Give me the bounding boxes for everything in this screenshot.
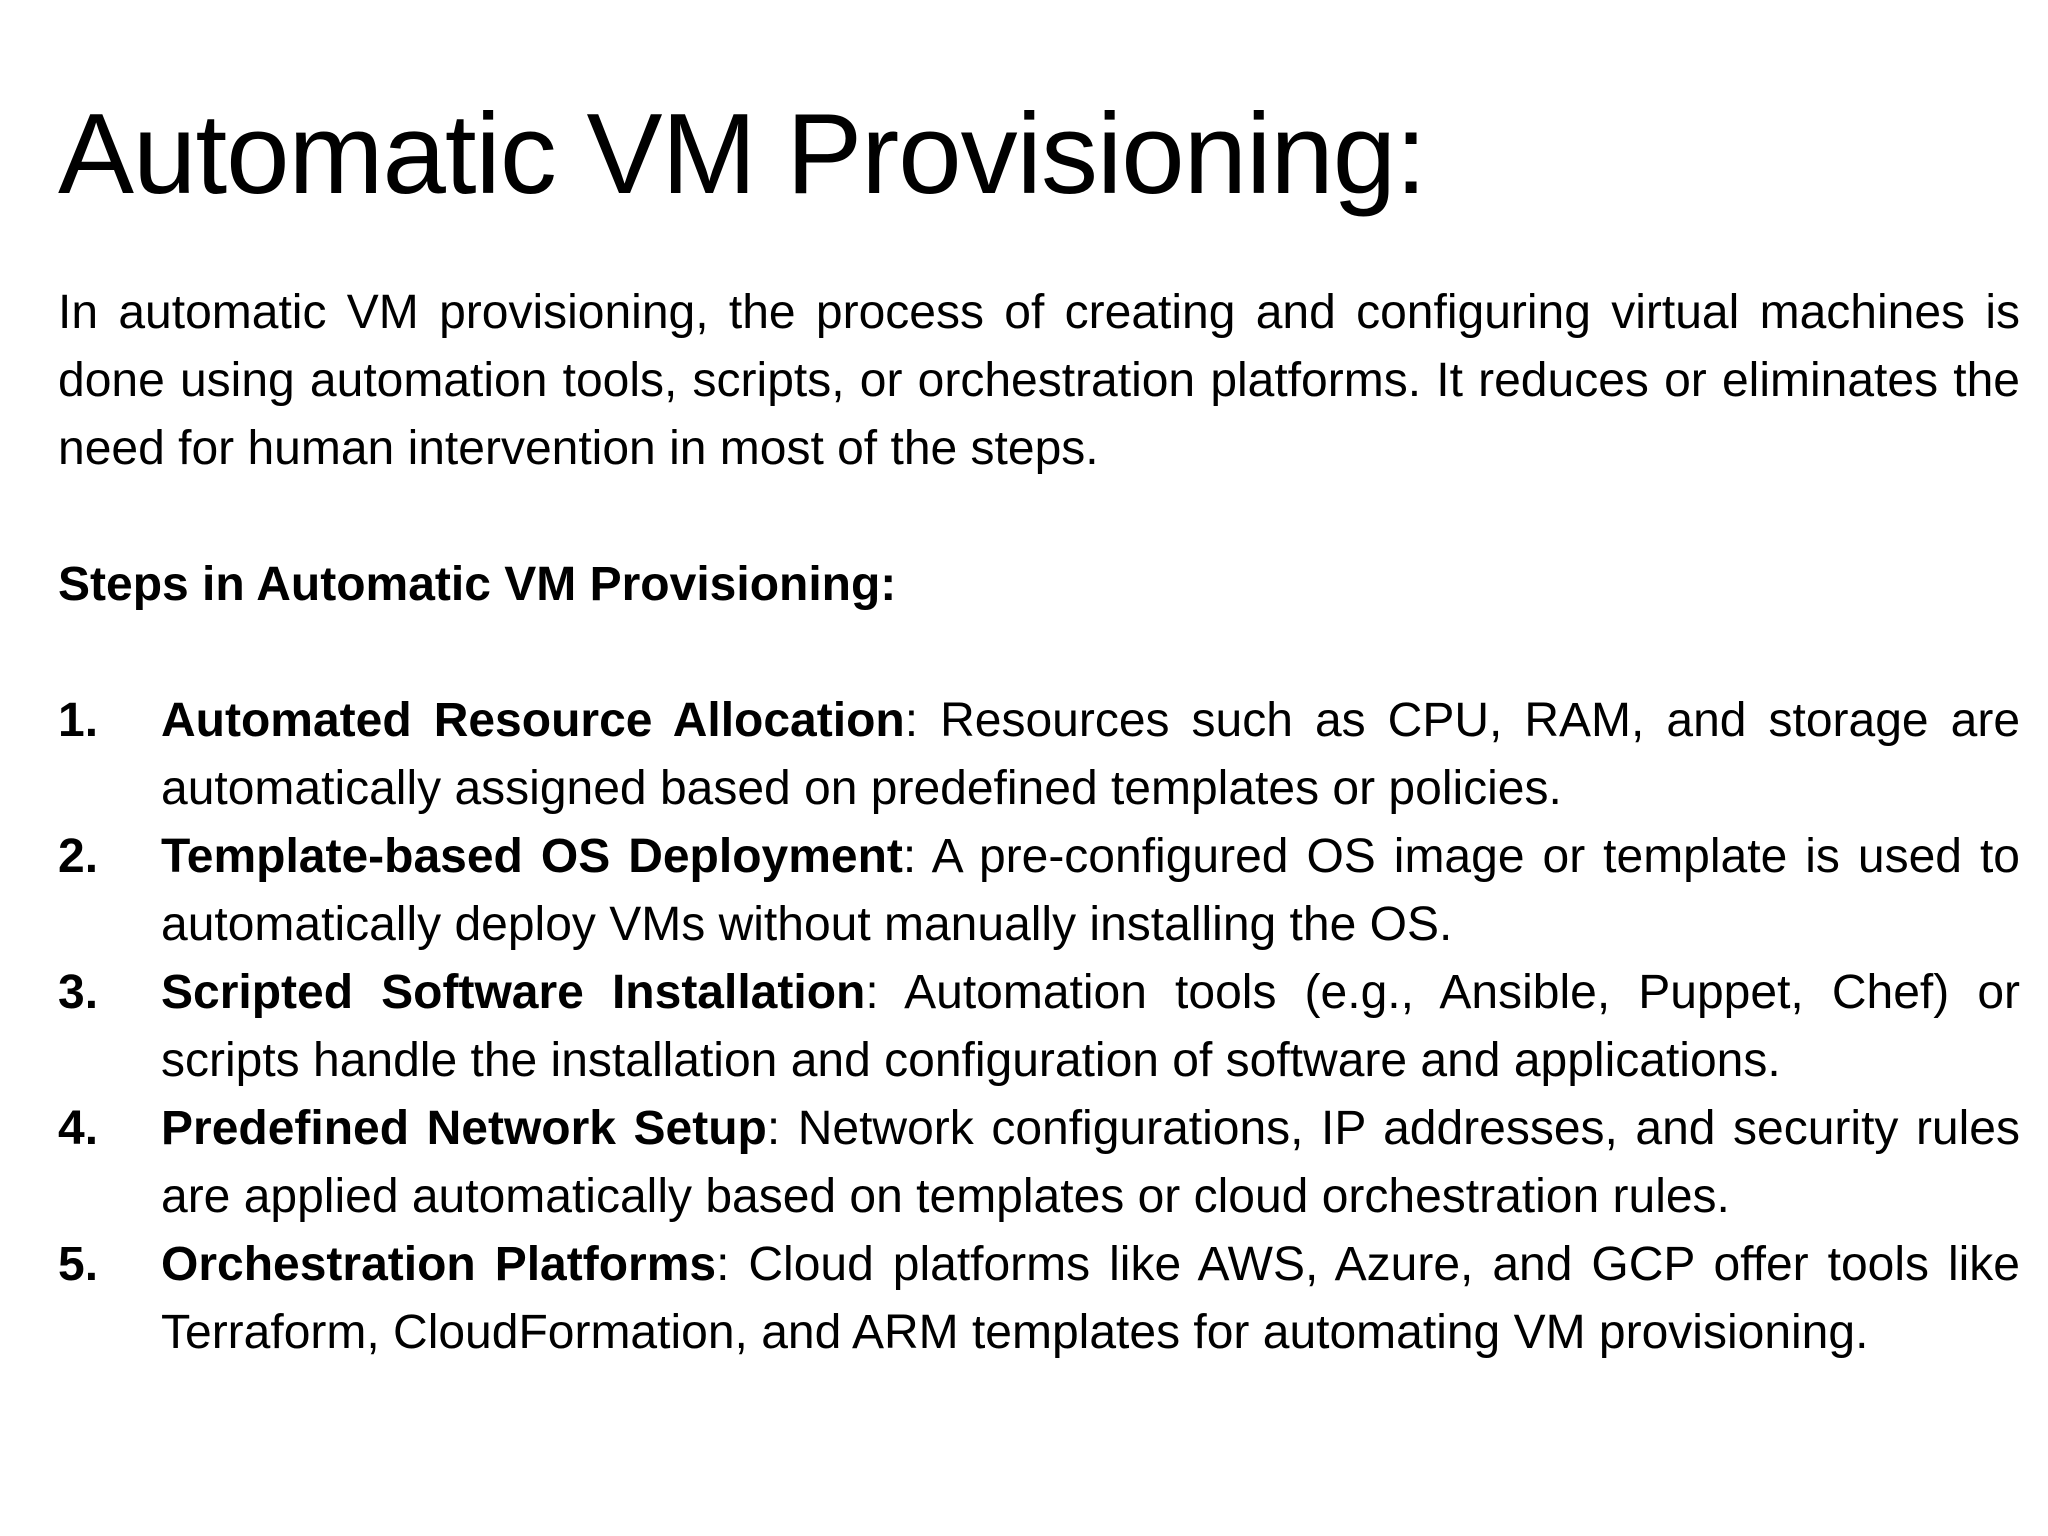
step-term: Predefined Network Setup — [161, 1102, 767, 1156]
step-text: : A pre-configured OS image or template is used to automatically deploy VMs without manually installing the OS. — [161, 830, 2021, 952]
step-text: : Network configurations, IP addresses, and security rules are applied automatically based on templates or cloud orchestration rules. — [161, 1102, 2020, 1224]
slide — [58, 92, 2020, 1367]
step-term: Automated Resource Allocation — [161, 694, 905, 748]
step-number: 1. — [58, 694, 99, 748]
step-item — [58, 1231, 2020, 1367]
step-item — [58, 959, 2020, 1095]
step-text: : Automation tools (e.g., Ansible, Puppet, Chef) or scripts handle the installation and configuration of software and applications. — [161, 966, 2021, 1088]
step-text: : Cloud platforms like AWS, Azure, and GCP offer tools like Terraform, CloudFormation, and ARM templates for automating VM provisioning. — [161, 1238, 2021, 1360]
steps-list — [58, 687, 2020, 1367]
step-term: Template-based OS Deployment — [161, 830, 903, 884]
step-item — [58, 823, 2020, 959]
step-item — [58, 1095, 2020, 1231]
step-number: 3. — [58, 966, 99, 1020]
steps-heading: Steps in Automatic VM Provisioning: — [58, 558, 897, 612]
slide-title: Automatic VM Provisioning: — [58, 91, 1426, 218]
step-text: : Resources such as CPU, RAM, and storage are automatically assigned based on predefined templates or policies. — [161, 694, 2021, 816]
intro-paragraph: In automatic VM provisioning, the process of creating and configuring virtual machines is done using automation tools, scripts, or orchestration platforms. It reduces or eliminates the need for human intervention in most of the steps. — [58, 286, 2020, 476]
step-term: Orchestration Platforms — [161, 1238, 717, 1292]
step-number: 4. — [58, 1102, 99, 1156]
step-item — [58, 687, 2020, 823]
step-number: 2. — [58, 830, 99, 884]
step-number: 5. — [58, 1238, 99, 1292]
step-term: Scripted Software Installation — [161, 966, 866, 1020]
